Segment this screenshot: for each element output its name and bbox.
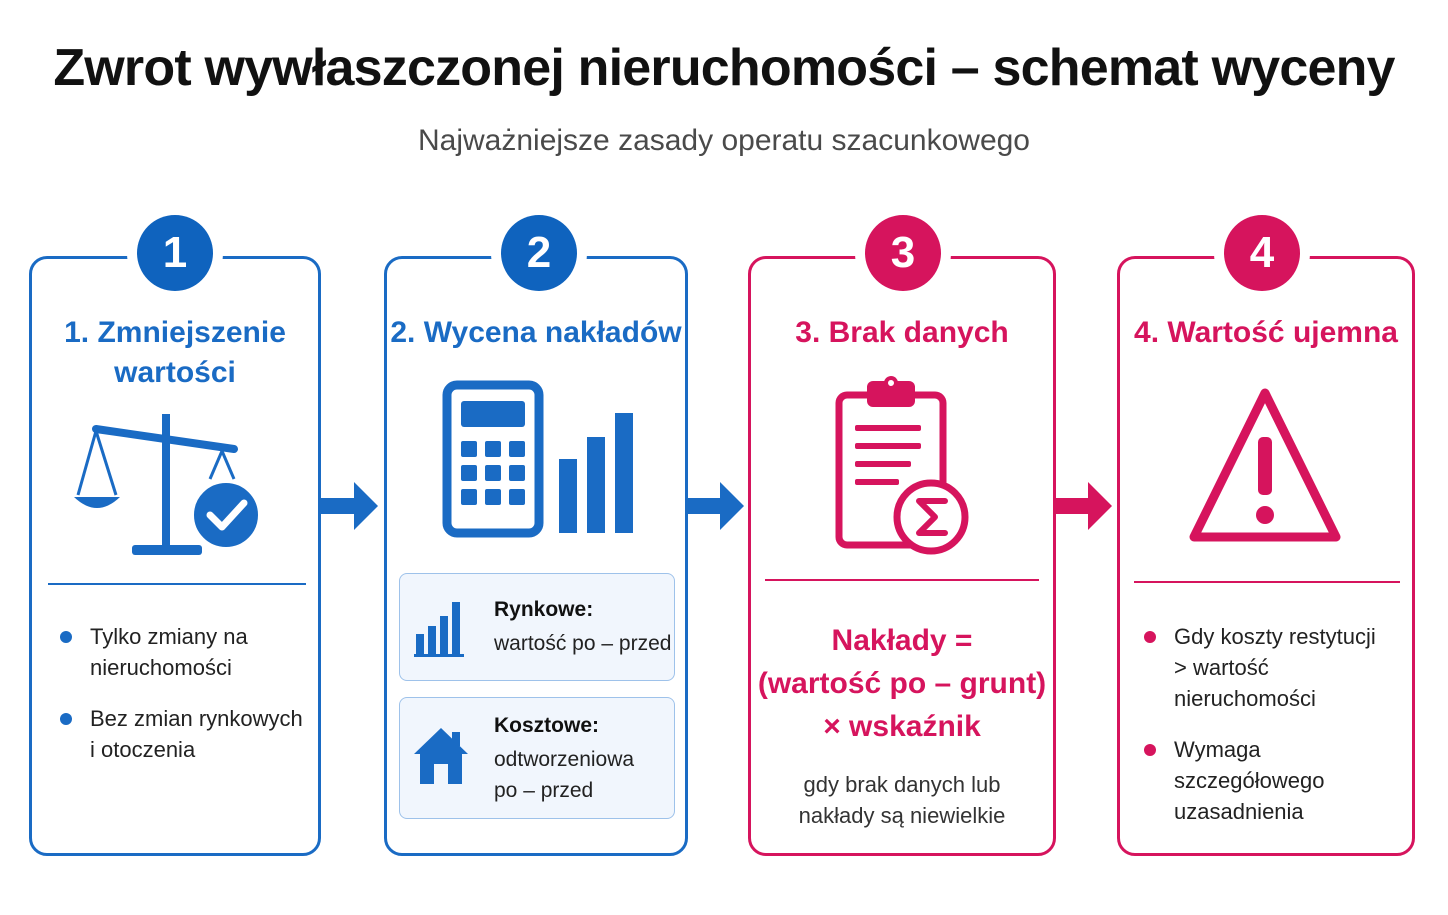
step-badge-3: 3 (865, 215, 941, 291)
page-subtitle: Najważniejsze zasady operatu szacunkowego (417, 124, 1030, 157)
step-title-4: 4. Wartość ujemna (1134, 316, 1398, 349)
step-4-bullets (1140, 621, 1410, 847)
card-divider (765, 579, 1039, 581)
step-title-1: 1. Zmniejszenie wartości (64, 316, 286, 389)
box-text: wartość po – przed (494, 632, 672, 655)
list-item: Bez zmian rynkowych i otoczenia (56, 703, 316, 765)
list-item: Wymaga szczegółowego uzasadnienia (1140, 734, 1410, 827)
clipboard-sigma-icon (835, 375, 975, 559)
list-item: Tylko zmiany na nieruchomości (56, 621, 316, 683)
arrow-right-icon (320, 482, 380, 530)
box-label: Kosztowe: (494, 714, 599, 737)
step-title-3: 3. Brak danych (795, 316, 1009, 349)
scales-check-icon (72, 409, 272, 559)
step-card-2 (384, 228, 688, 856)
step-card-4 (1117, 228, 1415, 856)
house-icon (412, 726, 470, 786)
box-text: odtworzeniowa po – przed (494, 748, 635, 802)
cost-method-box (399, 697, 675, 819)
bar-chart-icon (414, 598, 470, 658)
estimation-formula: Nakłady = (wartość po – grunt) × wskaźnik (757, 624, 1047, 743)
arrow-right-icon (686, 482, 746, 530)
step-badge-4: 4 (1224, 215, 1300, 291)
page-title: Zwrot wywłaszczonej nieruchomości – schemat wyceny (53, 39, 1395, 97)
card-divider (1134, 581, 1400, 583)
step-badge-1: 1 (137, 215, 213, 291)
formula-note: gdy brak danych lub nakłady są niewielkie (798, 772, 1006, 828)
step-1-bullets (56, 621, 316, 785)
card-divider (48, 583, 306, 585)
warning-icon (1190, 387, 1340, 547)
step-card-1 (29, 228, 321, 856)
calculator-chart-icon (445, 383, 645, 539)
arrow-right-icon (1054, 482, 1114, 530)
box-label: Rynkowe: (494, 598, 594, 621)
step-title-2: 2. Wycena nakładów (390, 316, 682, 349)
market-method-box (399, 573, 675, 681)
step-card-3 (748, 228, 1056, 856)
step-badge-2: 2 (501, 215, 577, 291)
list-item: Gdy koszty restytucji > wartość nieruchomości (1140, 621, 1410, 714)
